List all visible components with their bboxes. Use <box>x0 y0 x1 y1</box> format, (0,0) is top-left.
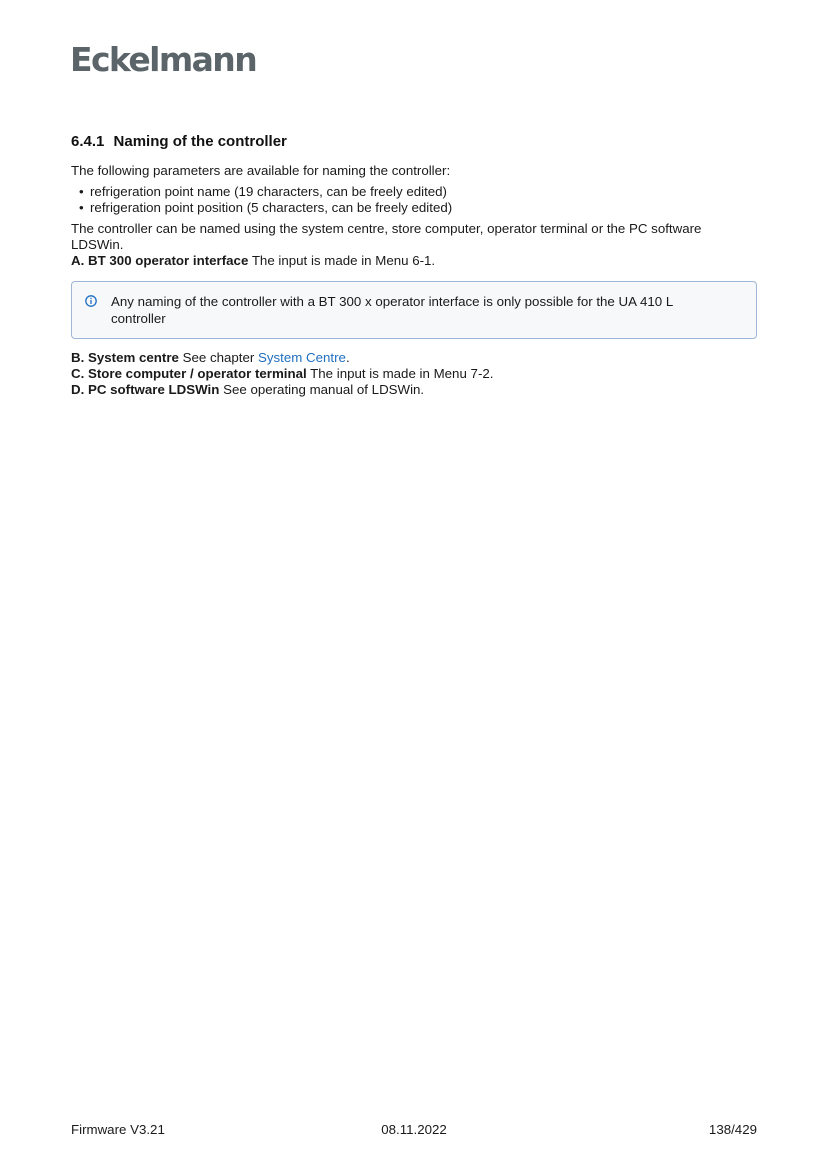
item-b <box>71 350 757 366</box>
item-a <box>71 253 757 269</box>
footer-firmware: Firmware V3.21 <box>71 1122 165 1137</box>
section-heading <box>71 133 757 150</box>
item-d-text: See operating manual of LDSWin. <box>219 382 425 397</box>
item-c-label: C. Store computer / operator terminal <box>71 366 307 381</box>
footer-date: 08.11.2022 <box>381 1122 447 1137</box>
item-d <box>71 382 757 398</box>
item-c-text: The input is made in Menu 7-2. <box>306 366 494 381</box>
parameter-list <box>71 184 757 216</box>
item-b-label: B. System centre <box>71 350 179 365</box>
item-b-after: . <box>345 350 350 365</box>
info-note <box>71 281 757 339</box>
note-text: Any naming of the controller with a BT 300 x operator interface is only possible for the UA 410 L controller <box>111 294 673 326</box>
intro-text: The following parameters are available for naming the controller: <box>71 163 451 178</box>
list-item: • refrigeration point name (19 characters, can be freely edited) <box>79 184 757 200</box>
body-text: The controller can be named using the system centre, store computer, operator terminal or the PC software LDSWin. <box>71 221 702 252</box>
item-c <box>71 366 757 382</box>
system-centre-link[interactable]: System Centre <box>258 350 346 365</box>
item-a-label: A. BT 300 operator interface <box>71 253 249 268</box>
item-d-label: D. PC software LDSWin <box>71 382 220 397</box>
eckelmann-logo: Eckelmann <box>70 40 257 79</box>
list-item: • refrigeration point position (5 characters, can be freely edited) <box>79 200 757 216</box>
section-number: 6.4.1 <box>71 133 105 150</box>
page-footer <box>71 1122 757 1140</box>
item-a-text: The input is made in Menu 6-1. <box>248 253 436 268</box>
item-b-text: See chapter <box>178 350 258 365</box>
section-title: Naming of the controller <box>113 133 287 150</box>
section-content <box>71 133 757 398</box>
footer-page-number: 138/429 <box>708 1122 757 1137</box>
info-icon <box>85 295 97 307</box>
